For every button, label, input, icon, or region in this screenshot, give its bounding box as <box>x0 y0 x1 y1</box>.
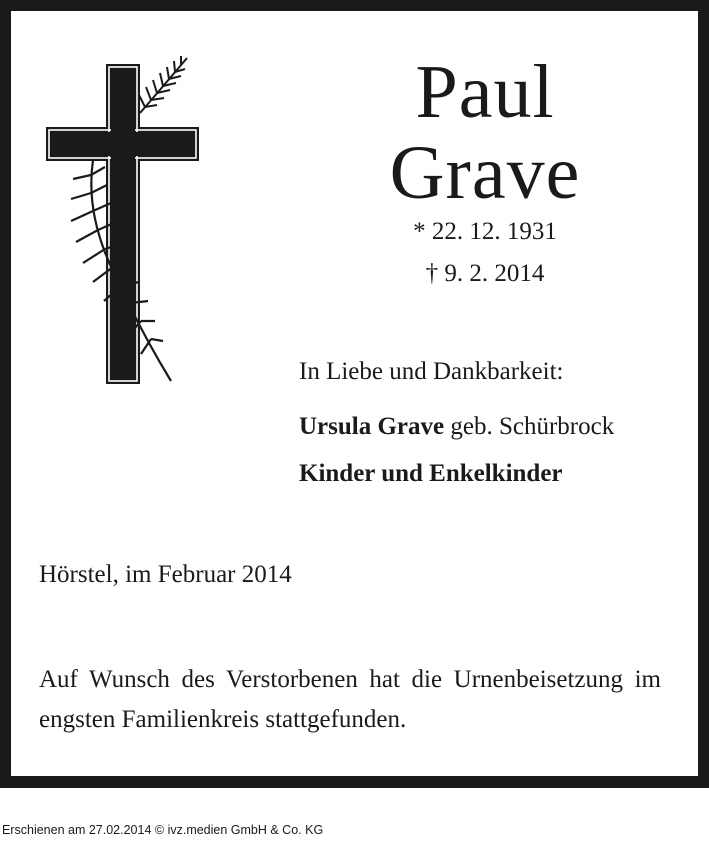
palm-branch-icon <box>139 56 187 113</box>
cross-icon <box>45 55 205 390</box>
intro-line: In Liebe und Dankbarkeit: <box>299 358 564 385</box>
deceased-last-name: Grave <box>389 131 581 215</box>
family-line: Kinder und Enkelkinder <box>299 460 563 487</box>
birth-date: * 22. 12. 1931 <box>413 218 557 245</box>
notice-text: Auf Wunsch des Verstorbenen hat die Urnenbeisetzung im engsten Familienkreis stattgefunden. <box>39 666 661 733</box>
mourner-suffix: geb. Schürbrock <box>444 413 615 440</box>
mourner-name: Ursula Grave <box>299 413 445 440</box>
cross-shape <box>46 64 199 384</box>
place-date: Hörstel, im Februar 2014 <box>39 561 292 588</box>
deceased-first-name: Paul <box>415 50 555 134</box>
publication-credit: Erschienen am 27.02.2014 © ivz.medien GmbH & Co. KG <box>2 823 324 837</box>
mourner-line <box>299 413 614 441</box>
death-date: † 9. 2. 2014 <box>425 260 545 287</box>
